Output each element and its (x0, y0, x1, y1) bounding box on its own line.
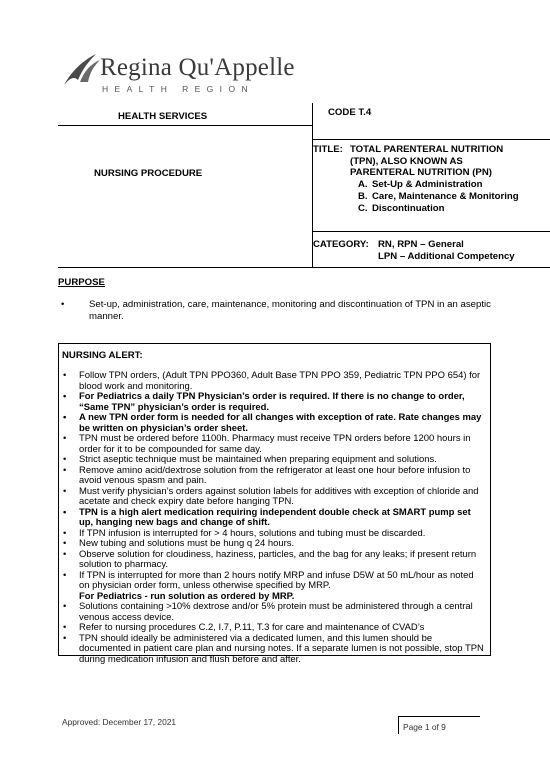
divider (312, 139, 550, 140)
alert-item: • If TPN infusion is interrupted for > 4 hours, solutions and tubing must be discarded. (62, 529, 486, 540)
list-item: • Set-up, administration, care, maintenance, monitoring and discontinuation of TPN in an aseptic manner. (58, 299, 498, 324)
nursing-alert-box (58, 343, 491, 665)
alert-item: • If TPN is interrupted for more than 2 hours notify MRP and infuse D5W at 50 mL/hour as noted on physician order form, unless otherwise specified by MRP. For Pediatrics - run solution as ordered by MRP. (62, 571, 486, 603)
alert-item: • TPN is a high alert medication requiring independent double check at SMART pump set up, hanging new bags and change of shift. (62, 508, 486, 529)
alert-item: • Follow TPN orders, (Adult TPN PPO360, Adult Base TPN PPO 359, Pediatric TPN PPO 654) for blood work and monitoring. (62, 371, 486, 392)
logo-name: Regina Qu'Appelle (100, 54, 295, 81)
title-line-3: PARENTERAL NUTRITION (PN) (350, 167, 492, 179)
page-number: Page 1 of 9 (403, 722, 446, 732)
category-block (313, 239, 515, 264)
divider (58, 125, 312, 126)
approved-date: Approved: December 17, 2021 (62, 717, 177, 727)
page-number-box (398, 716, 480, 734)
title-block (313, 144, 519, 214)
purpose-list (58, 299, 498, 324)
alert-item: • Observe solution for cloudiness, haziness, particles, and the bag for any leaks; if present return solution to pharmacy. (62, 550, 486, 571)
logo-subtitle: HEALTH REGION (102, 84, 254, 94)
category-line-1: RN, RPN – General (378, 239, 464, 250)
section-b: B. Care, Maintenance & Monitoring (358, 190, 519, 202)
title-line-1: TOTAL PARENTERAL NUTRITION (350, 144, 504, 155)
header-table (58, 103, 550, 268)
alert-item: • Strict aseptic technique must be maintained when preparing equipment and solutions. (62, 455, 486, 466)
category-label: CATEGORY: (313, 239, 369, 250)
swoosh-logo-icon (62, 52, 102, 86)
title-label: TITLE: (313, 144, 343, 155)
alert-item: • New tubing and solutions must be hung q 24 hours. (62, 539, 486, 550)
category-line-2: LPN – Additional Competency (378, 251, 515, 263)
alert-item: • A new TPN order form is needed for all changes with exception of rate. Rate changes may be written on physician’s order sheet. (62, 413, 486, 434)
alert-item: • Must verify physician’s orders against solution labels for additives with exception of chloride and acetate and check expiry date before hanging TPN. (62, 487, 486, 508)
document-code: CODE T.4 (328, 107, 372, 118)
divider (312, 231, 550, 232)
alert-item: • TPN should ideally be administered via a dedicated lumen, and this lumen should be documented in patient care plan and nursing notes. If a separate lumen is not possible, stop TPN during medication infusion and flush before and after. (62, 634, 486, 666)
alert-list (62, 371, 486, 665)
alert-item: • TPN must be ordered before 1100h. Pharmacy must receive TPN orders before 1200 hours in order for it to be compounded for same day. (62, 434, 486, 455)
section-a: A. Set-Up & Administration (358, 179, 483, 191)
alert-item: • Remove amino acid/dextrose solution from the refrigerator at least one hour before infusion to avoid venous spasm and pain. (62, 466, 486, 487)
region-logo (62, 52, 302, 98)
alert-item: • For Pediatrics a daily TPN Physician’s order is required. If there is no change to order, “Same TPN” physician’s order is required. (62, 392, 486, 413)
divider (58, 267, 550, 268)
department: HEALTH SERVICES (118, 111, 208, 122)
alert-item: • Solutions containing >10% dextrose and/or 5% protein must be administered through a central venous access device. (62, 602, 486, 623)
section-c: C. Discontinuation (358, 202, 445, 214)
alert-item: • Refer to nursing procedures C.2, I.7, P.11, T.3 for care and maintenance of CVAD’s (62, 623, 486, 634)
purpose-heading: PURPOSE (58, 277, 105, 288)
procedure-type: NURSING PROCEDURE (94, 168, 203, 179)
alert-heading: NURSING ALERT: (62, 350, 143, 361)
title-line-2: (TPN), ALSO KNOWN AS (350, 155, 463, 167)
